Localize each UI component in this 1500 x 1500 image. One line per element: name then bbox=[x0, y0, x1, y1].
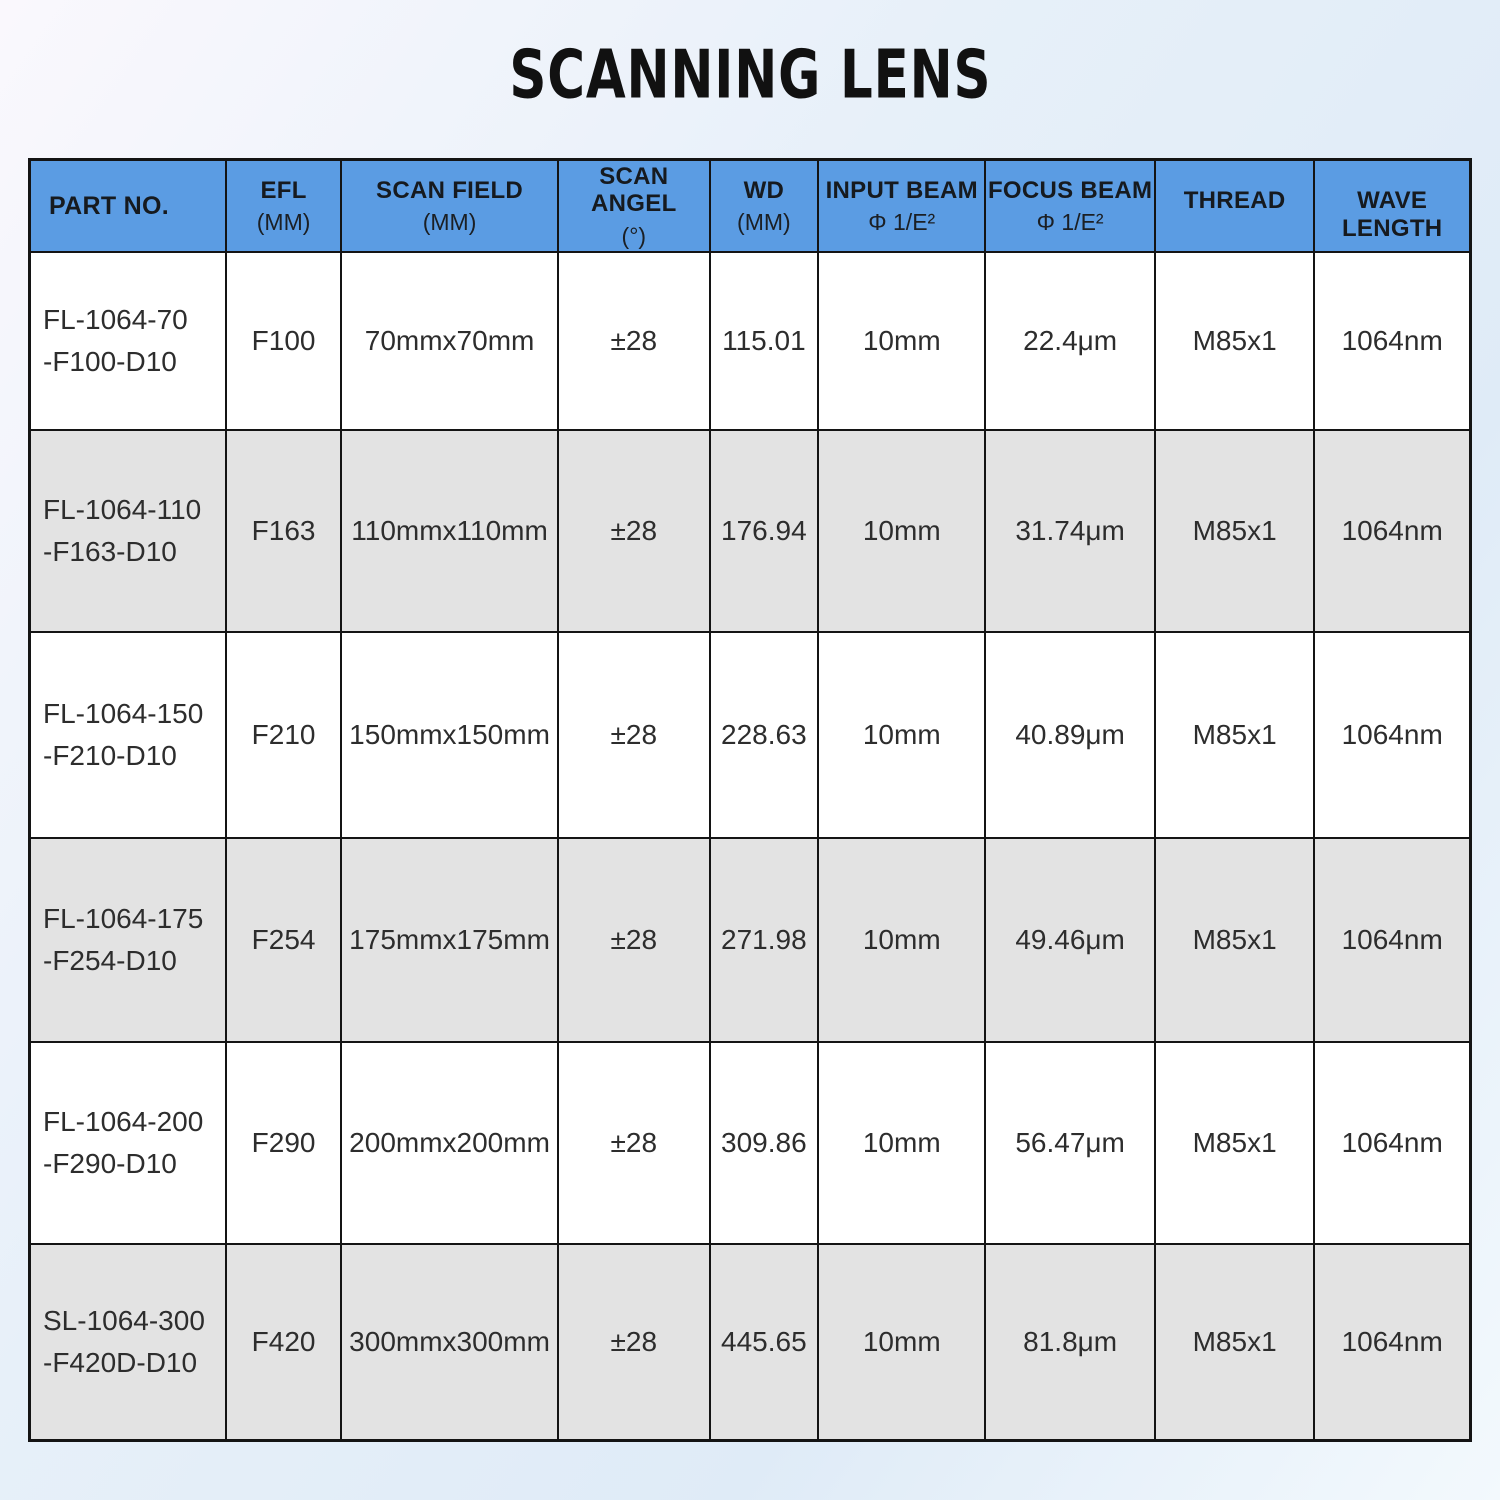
part-no-line1: FL-1064-110 bbox=[43, 494, 202, 525]
header-label: WAVE LENGTH bbox=[1341, 187, 1443, 242]
cell-wave-length: 1064nm bbox=[1315, 839, 1469, 1041]
cell-focus-beam: 81.8μm bbox=[986, 1245, 1153, 1439]
cell-thread: M85x1 bbox=[1156, 839, 1314, 1041]
cell-efl: F290 bbox=[227, 1043, 340, 1243]
page-title: SCANNING LENS bbox=[508, 35, 992, 114]
page-header bbox=[0, 35, 1500, 114]
cell-scan-angle: ±28 bbox=[559, 1043, 709, 1243]
cell-part-no bbox=[31, 431, 225, 631]
cell-focus-beam: 56.47μm bbox=[986, 1043, 1153, 1243]
cell-scan-field: 70mmx70mm bbox=[342, 253, 557, 429]
cell-scan-angle: ±28 bbox=[559, 431, 709, 631]
cell-wd: 115.01 bbox=[711, 253, 817, 429]
header-input-beam bbox=[819, 161, 984, 251]
cell-input-beam: 10mm bbox=[819, 1043, 984, 1243]
part-no-line2: -F420D-D10 bbox=[43, 1347, 198, 1378]
cell-scan-field: 150mmx150mm bbox=[342, 633, 557, 837]
cell-scan-angle: ±28 bbox=[559, 1245, 709, 1439]
header-label: WD bbox=[743, 176, 785, 204]
header-unit: Φ 1/E² bbox=[1036, 209, 1104, 236]
cell-part-no bbox=[31, 1043, 225, 1243]
cell-efl: F100 bbox=[227, 253, 340, 429]
part-no-line1: SL-1064-300 bbox=[43, 1305, 205, 1336]
part-no-line1: FL-1064-70 bbox=[43, 304, 188, 335]
header-focus-beam bbox=[986, 161, 1153, 251]
cell-efl: F254 bbox=[227, 839, 340, 1041]
cell-input-beam: 10mm bbox=[819, 633, 984, 837]
header-label: SCAN ANGEL bbox=[591, 162, 677, 218]
cell-efl: F163 bbox=[227, 431, 340, 631]
header-unit: (MM) bbox=[737, 209, 791, 236]
cell-wd: 176.94 bbox=[711, 431, 817, 631]
header-wd bbox=[711, 161, 817, 251]
part-no-line1: FL-1064-150 bbox=[43, 698, 204, 729]
cell-wd: 309.86 bbox=[711, 1043, 817, 1243]
header-label: EFL bbox=[260, 176, 307, 204]
header-efl bbox=[227, 161, 340, 251]
header-label: SCAN FIELD bbox=[376, 176, 524, 204]
header-wave-length bbox=[1315, 161, 1469, 251]
part-no-line2: -F290-D10 bbox=[43, 1148, 177, 1179]
part-no-line2: -F210-D10 bbox=[43, 740, 177, 771]
cell-thread: M85x1 bbox=[1156, 431, 1314, 631]
cell-focus-beam: 31.74μm bbox=[986, 431, 1153, 631]
cell-efl: F420 bbox=[227, 1245, 340, 1439]
header-unit: (MM) bbox=[422, 209, 477, 236]
cell-wave-length: 1064nm bbox=[1315, 633, 1469, 837]
cell-scan-angle: ±28 bbox=[559, 839, 709, 1041]
cell-wd: 228.63 bbox=[711, 633, 817, 837]
part-no-line2: -F100-D10 bbox=[43, 346, 177, 377]
header-label: THREAD bbox=[1183, 187, 1286, 214]
cell-input-beam: 10mm bbox=[819, 253, 984, 429]
cell-scan-field: 175mmx175mm bbox=[342, 839, 557, 1041]
scanning-lens-spec-table bbox=[28, 158, 1472, 1442]
cell-wave-length: 1064nm bbox=[1315, 1245, 1469, 1439]
cell-input-beam: 10mm bbox=[819, 1245, 984, 1439]
part-no-line2: -F163-D10 bbox=[43, 536, 177, 567]
cell-thread: M85x1 bbox=[1156, 253, 1314, 429]
cell-wd: 445.65 bbox=[711, 1245, 817, 1439]
cell-part-no bbox=[31, 633, 225, 837]
cell-focus-beam: 49.46μm bbox=[986, 839, 1153, 1041]
part-no-line1: FL-1064-200 bbox=[43, 1106, 204, 1137]
cell-focus-beam: 22.4μm bbox=[986, 253, 1153, 429]
header-thread bbox=[1156, 161, 1314, 251]
header-label: INPUT BEAM bbox=[825, 176, 978, 204]
cell-input-beam: 10mm bbox=[819, 431, 984, 631]
cell-thread: M85x1 bbox=[1156, 633, 1314, 837]
cell-thread: M85x1 bbox=[1156, 1043, 1314, 1243]
cell-part-no bbox=[31, 839, 225, 1041]
cell-wave-length: 1064nm bbox=[1315, 1043, 1469, 1243]
header-scan-field bbox=[342, 161, 557, 251]
header-unit: (MM) bbox=[256, 209, 311, 236]
cell-wave-length: 1064nm bbox=[1315, 431, 1469, 631]
cell-part-no bbox=[31, 1245, 225, 1439]
part-no-line2: -F254-D10 bbox=[43, 945, 177, 976]
header-unit: Φ 1/E² bbox=[868, 209, 936, 236]
cell-scan-field: 200mmx200mm bbox=[342, 1043, 557, 1243]
header-unit: (°) bbox=[621, 222, 647, 249]
cell-thread: M85x1 bbox=[1156, 1245, 1314, 1439]
header-scan-angle bbox=[559, 161, 709, 251]
cell-scan-field: 110mmx110mm bbox=[342, 431, 557, 631]
cell-scan-field: 300mmx300mm bbox=[342, 1245, 557, 1439]
cell-part-no bbox=[31, 253, 225, 429]
cell-input-beam: 10mm bbox=[819, 839, 984, 1041]
cell-scan-angle: ±28 bbox=[559, 253, 709, 429]
cell-wave-length: 1064nm bbox=[1315, 253, 1469, 429]
cell-efl: F210 bbox=[227, 633, 340, 837]
cell-focus-beam: 40.89μm bbox=[986, 633, 1153, 837]
cell-wd: 271.98 bbox=[711, 839, 817, 1041]
header-label: PART NO. bbox=[49, 191, 169, 220]
header-label: FOCUS BEAM bbox=[987, 176, 1153, 204]
part-no-line1: FL-1064-175 bbox=[43, 903, 204, 934]
header-part-no bbox=[31, 161, 225, 251]
cell-scan-angle: ±28 bbox=[559, 633, 709, 837]
